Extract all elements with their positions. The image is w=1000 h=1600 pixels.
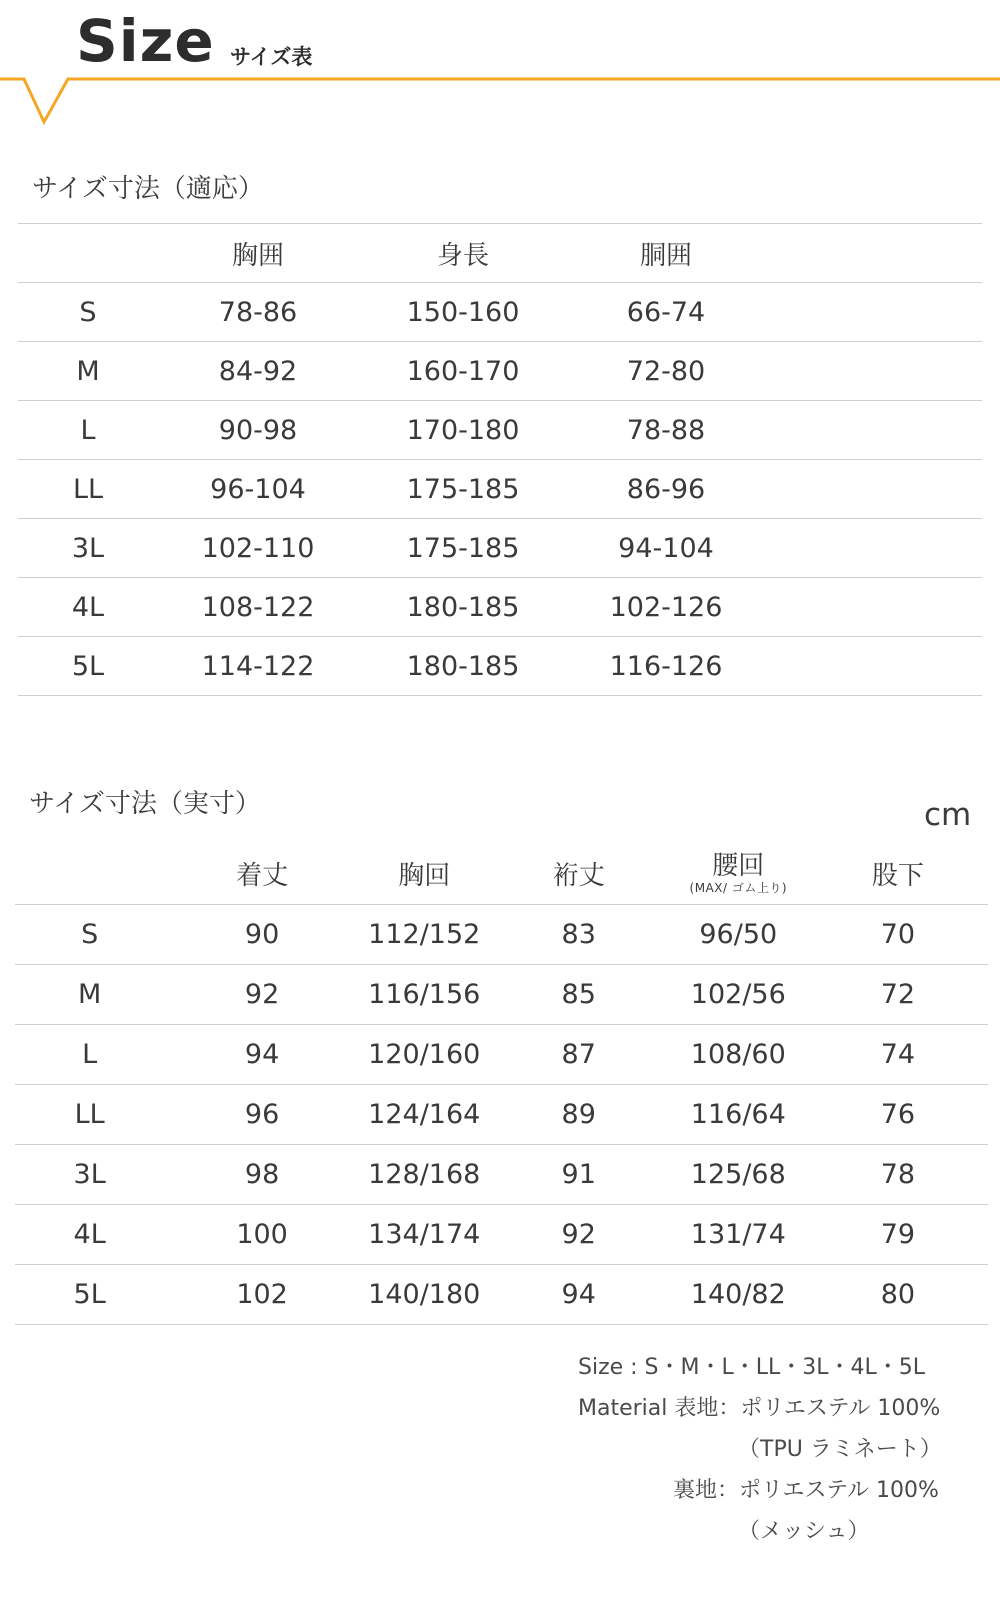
table1-title: サイズ寸法（適応） [32, 174, 264, 204]
value-cell: 108/60 [669, 1024, 808, 1084]
value-cell: 83 [489, 904, 669, 964]
value-cell: 87 [489, 1024, 669, 1084]
value-cell: 116/64 [669, 1084, 808, 1144]
header-cell: 胴囲 [568, 224, 764, 283]
table-row [18, 283, 982, 342]
value-cell: 131/74 [669, 1204, 808, 1264]
value-cell: 120/160 [360, 1024, 489, 1084]
value-cell: 85 [489, 964, 669, 1024]
material-outer-note: （TPU ラミネート） [738, 1437, 942, 1462]
empty-cell [764, 519, 982, 578]
value-cell: 125/68 [669, 1144, 808, 1204]
table-row [15, 1144, 988, 1204]
value-cell: 140/180 [360, 1264, 489, 1324]
value-cell: 90 [164, 904, 360, 964]
header-cell: 裄丈 [489, 844, 669, 904]
header-cell: 股下 [808, 844, 988, 904]
value-cell: 170-180 [358, 401, 568, 460]
material-outer: Material 表地：ポリエステル 100% [578, 1396, 941, 1421]
value-cell: 78-86 [158, 283, 358, 342]
value-cell: 94 [489, 1264, 669, 1324]
size-label-cell: 5L [18, 637, 158, 696]
value-cell: 72-80 [568, 342, 764, 401]
value-cell: 112/152 [360, 904, 489, 964]
size-label-cell: L [15, 1024, 164, 1084]
value-cell: 134/174 [360, 1204, 489, 1264]
value-cell: 98 [164, 1144, 360, 1204]
table-row [15, 1264, 988, 1324]
empty-cell [764, 637, 982, 696]
value-cell: 79 [808, 1204, 988, 1264]
value-cell: 84-92 [158, 342, 358, 401]
size-label-cell: S [15, 904, 164, 964]
value-cell: 90-98 [158, 401, 358, 460]
value-cell: 114-122 [158, 637, 358, 696]
table-row [18, 578, 982, 637]
table-row [15, 1024, 988, 1084]
value-cell: 128/168 [360, 1144, 489, 1204]
material-lining-note: （メッシュ） [738, 1519, 870, 1544]
size-label-cell: M [15, 964, 164, 1024]
value-cell: 92 [489, 1204, 669, 1264]
value-cell: 96 [164, 1084, 360, 1144]
table-row [15, 964, 988, 1024]
size-label-cell: M [18, 342, 158, 401]
table-row [15, 1084, 988, 1144]
value-cell: 96/50 [669, 904, 808, 964]
value-cell: 108-122 [158, 578, 358, 637]
value-cell: 175-185 [358, 519, 568, 578]
value-cell: 116-126 [568, 637, 764, 696]
header-cell: 着丈 [164, 844, 360, 904]
table2-title: サイズ寸法（実寸） [29, 789, 261, 819]
header-cell-note: (MAX/ ゴム上り) [689, 881, 788, 896]
value-cell: 180-185 [358, 578, 568, 637]
value-cell: 150-160 [358, 283, 568, 342]
size-list: Size : S・M・L・LL・3L・4L・5L [578, 1355, 926, 1380]
header-cell [15, 844, 164, 904]
value-cell: 91 [489, 1144, 669, 1204]
table-row [18, 342, 982, 401]
size-label-cell: S [18, 283, 158, 342]
header-cell-waist [669, 844, 808, 904]
table-row [18, 519, 982, 578]
material-lining: 裏地：ポリエステル 100% [673, 1478, 939, 1503]
table-row [18, 637, 982, 696]
value-cell: 70 [808, 904, 988, 964]
value-cell: 78-88 [568, 401, 764, 460]
table-header-row [18, 224, 982, 283]
value-cell: 100 [164, 1204, 360, 1264]
table-row [18, 401, 982, 460]
value-cell: 102-110 [158, 519, 358, 578]
header-cell: 身長 [358, 224, 568, 283]
empty-cell [764, 401, 982, 460]
value-cell: 74 [808, 1024, 988, 1084]
value-cell: 102/56 [669, 964, 808, 1024]
page-title: Size [76, 7, 215, 75]
empty-cell [764, 342, 982, 401]
value-cell: 140/82 [669, 1264, 808, 1324]
header-cell [18, 224, 158, 283]
size-label-cell: 3L [15, 1144, 164, 1204]
value-cell: 94-104 [568, 519, 764, 578]
value-cell: 175-185 [358, 460, 568, 519]
fit-size-table [18, 223, 982, 696]
unit-label: cm [924, 797, 972, 833]
size-label-cell: LL [15, 1084, 164, 1144]
value-cell: 94 [164, 1024, 360, 1084]
actual-size-table [15, 844, 988, 1325]
value-cell: 160-170 [358, 342, 568, 401]
header-cell [764, 224, 982, 283]
table-row [15, 904, 988, 964]
value-cell: 86-96 [568, 460, 764, 519]
header-cell-label: 腰回 [712, 851, 765, 882]
size-label-cell: 3L [18, 519, 158, 578]
value-cell: 96-104 [158, 460, 358, 519]
size-label-cell: L [18, 401, 158, 460]
header-cell: 胸囲 [158, 224, 358, 283]
size-label-cell: 4L [18, 578, 158, 637]
value-cell: 89 [489, 1084, 669, 1144]
header-cell: 胸回 [360, 844, 489, 904]
table-row [15, 1204, 988, 1264]
size-label-cell: 5L [15, 1264, 164, 1324]
empty-cell [764, 578, 982, 637]
size-label-cell: 4L [15, 1204, 164, 1264]
size-label-cell: LL [18, 460, 158, 519]
value-cell: 78 [808, 1144, 988, 1204]
table-header-row [15, 844, 988, 904]
value-cell: 80 [808, 1264, 988, 1324]
value-cell: 76 [808, 1084, 988, 1144]
empty-cell [764, 460, 982, 519]
value-cell: 72 [808, 964, 988, 1024]
table-row [18, 460, 982, 519]
page-subtitle: サイズ表 [230, 45, 313, 69]
value-cell: 102-126 [568, 578, 764, 637]
value-cell: 66-74 [568, 283, 764, 342]
value-cell: 124/164 [360, 1084, 489, 1144]
value-cell: 102 [164, 1264, 360, 1324]
value-cell: 116/156 [360, 964, 489, 1024]
value-cell: 92 [164, 964, 360, 1024]
value-cell: 180-185 [358, 637, 568, 696]
empty-cell [764, 283, 982, 342]
